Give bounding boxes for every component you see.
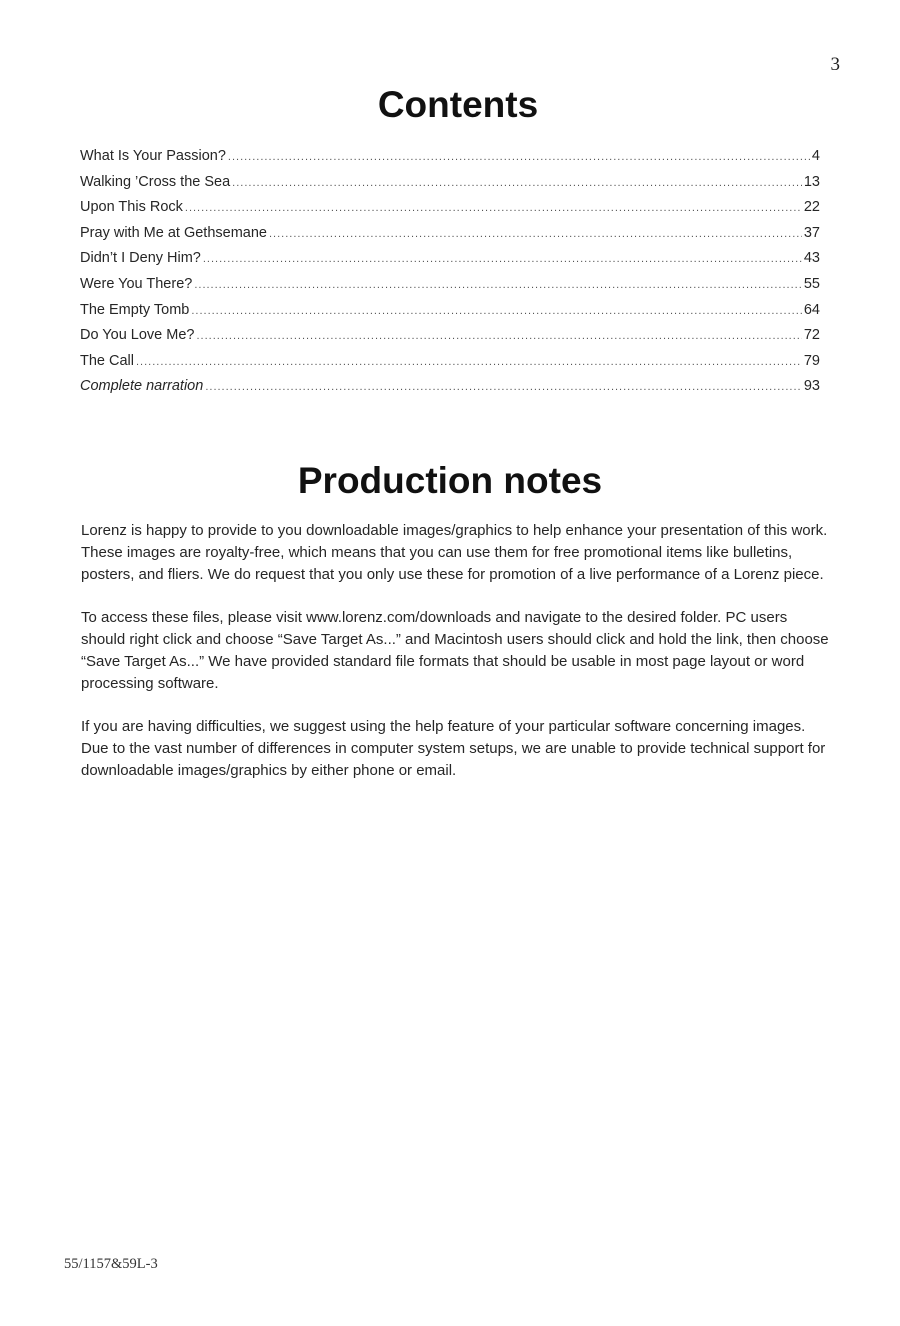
toc-entry-title: The Empty Tomb — [80, 301, 190, 318]
toc-dot-leader — [203, 253, 802, 265]
toc-entry-page: 4 — [811, 148, 820, 164]
toc-dot-leader — [191, 305, 802, 317]
toc-entry-title: Pray with Me at Gethsemane — [80, 224, 267, 241]
toc-entry-page: 55 — [803, 275, 820, 292]
toc-entry-title: The Call — [80, 352, 134, 369]
toc-entry — [80, 302, 820, 328]
contents-title: Contents — [377, 84, 539, 125]
toc-entry-title: Do You Love Me? — [80, 327, 195, 344]
toc-entry-page: 79 — [803, 352, 820, 369]
notes-paragraph: To access these files, please visit www.lorenz.com/downloads and navigate to the desired folder. PC users should right click and choose “Save Target As...” and Macintosh users should click and hold the link, then choose “Save Target As...” We have provided standard file formats that should be usable in most page layout or word processing software. — [81, 609, 829, 692]
table-of-contents — [80, 148, 820, 404]
footer-catalog-code: 55/1157&59L-3 — [64, 1256, 158, 1272]
toc-dot-leader — [232, 177, 802, 189]
toc-entry-page: 72 — [803, 327, 820, 344]
toc-entry-page: 22 — [803, 199, 820, 216]
toc-entry-title: Didn’t I Deny Him? — [80, 250, 201, 267]
notes-paragraph: Lorenz is happy to provide to you downloadable images/graphics to help enhance your presentation of this work. These images are royalty-free, which means that you can use them for free promotional items like bulletins, posters, and fliers. We do request that you only use these for promotion of a live performance of a Lorenz piece. — [81, 522, 828, 583]
toc-entry — [80, 225, 820, 251]
notes-paragraph: If you are having difficulties, we suggest using the help feature of your particular software concerning images. Due to the vast number of differences in computer system setups, we are unable to provide technical support for downloadable images/graphics by either phone or email. — [81, 718, 826, 779]
toc-entry — [80, 199, 820, 225]
toc-entry — [80, 378, 820, 404]
toc-entry — [80, 276, 820, 302]
toc-dot-leader — [196, 330, 801, 342]
toc-entry — [80, 327, 820, 353]
toc-entry-page: 37 — [803, 224, 820, 241]
page-number: 3 — [830, 54, 840, 75]
toc-dot-leader — [136, 356, 802, 368]
toc-dot-leader — [194, 279, 802, 291]
toc-dot-leader — [269, 228, 802, 240]
production-notes-title: Production notes — [297, 460, 603, 501]
toc-dot-leader — [185, 202, 802, 214]
toc-entry — [80, 250, 820, 276]
toc-entry — [80, 174, 820, 200]
toc-entry-page: 13 — [803, 173, 820, 190]
toc-entry-page: 93 — [803, 378, 820, 395]
toc-entry — [80, 148, 820, 174]
toc-entry-title: Were You There? — [80, 275, 193, 292]
toc-entry-title: Complete narration — [80, 378, 204, 395]
toc-entry-page: 64 — [803, 301, 820, 318]
toc-entry-title: What Is Your Passion? — [80, 148, 226, 164]
production-notes-body — [81, 520, 831, 803]
toc-entry — [80, 353, 820, 379]
toc-entry-page: 43 — [803, 250, 820, 267]
toc-dot-leader — [205, 381, 802, 393]
toc-entry-title: Upon This Rock — [80, 199, 183, 216]
toc-entry-title: Walking ’Cross the Sea — [80, 173, 231, 190]
toc-dot-leader — [228, 151, 810, 163]
